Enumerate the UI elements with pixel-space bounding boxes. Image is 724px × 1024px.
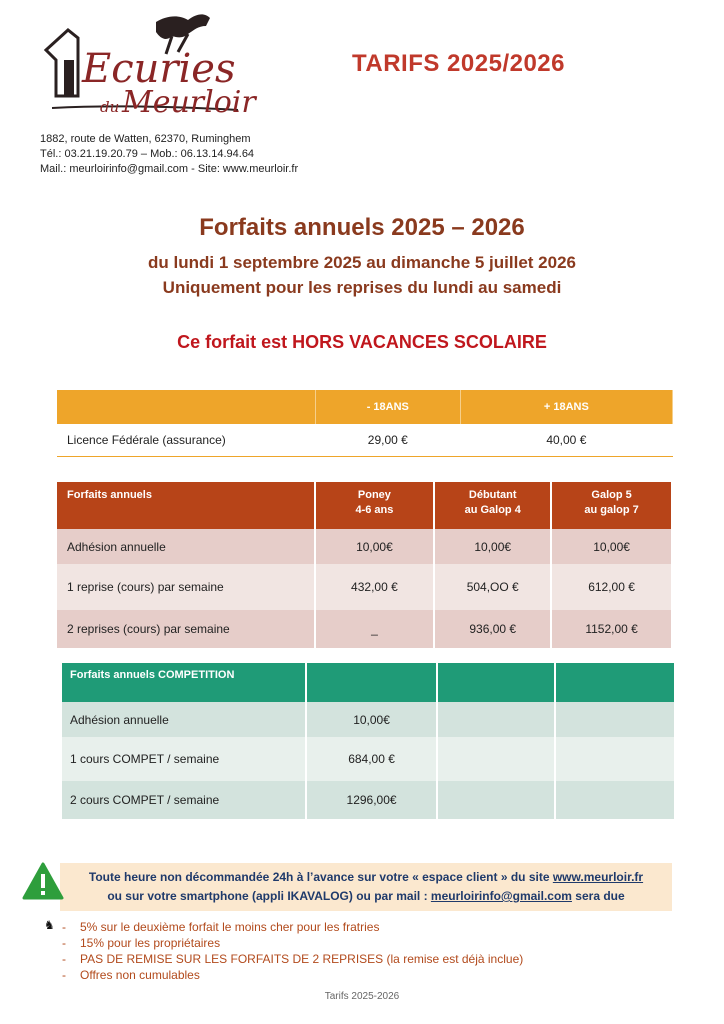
header-empty [555, 663, 675, 702]
scope-heading: Uniquement pour les reprises du lundi au samedi [162, 278, 562, 297]
row-label: 2 cours COMPET / semaine [62, 781, 306, 819]
price-poney: 432,00 € [315, 564, 435, 610]
licence-minus-18-price: 29,00 € [315, 424, 460, 457]
list-item: - PAS DE REMISE SUR LES FORFAITS DE 2 REPRISES (la remise est déjà inclue) [62, 951, 523, 967]
header-minus-18: - 18ANS [315, 390, 460, 424]
header-galop-line2: au galop 7 [584, 504, 639, 516]
licence-table [57, 390, 673, 457]
empty-cell [437, 737, 555, 781]
empty-cell [555, 702, 675, 737]
page-footer: Tarifs 2025-2026 [324, 991, 400, 1002]
header-competition: Forfaits annuels COMPETITION [62, 663, 306, 702]
row-label: 2 reprises (cours) par semaine [57, 610, 315, 648]
company-logo [38, 8, 278, 128]
warning-text-part2: ou sur votre smartphone (appli IKAVALOG) ou par mail : [107, 889, 431, 903]
header-debutant-line1: Débutant [468, 489, 517, 501]
warning-text-part3: sera due [571, 889, 625, 903]
annual-header-row [57, 482, 672, 529]
table-row [57, 529, 672, 564]
empty-cell [555, 737, 675, 781]
table-row [62, 702, 675, 737]
header-empty [306, 663, 438, 702]
table-row [62, 781, 675, 819]
annual-plans-table [57, 482, 673, 648]
price-debutant: 504,OO € [434, 564, 551, 610]
header-galop [551, 482, 672, 529]
row-price: 10,00€ [306, 702, 438, 737]
discount-list [62, 919, 523, 983]
table-row [57, 564, 672, 610]
empty-cell [437, 781, 555, 819]
row-label: Adhésion annuelle [57, 529, 315, 564]
price-galop: 612,00 € [551, 564, 672, 610]
dates-heading: du lundi 1 septembre 2025 au dimanche 5 juillet 2026 [148, 253, 576, 272]
row-label: Adhésion annuelle [62, 702, 306, 737]
price-galop: 10,00€ [551, 529, 672, 564]
row-label: 1 cours COMPET / semaine [62, 737, 306, 781]
header-empty [437, 663, 555, 702]
empty-cell [437, 702, 555, 737]
email-link[interactable]: meurloirinfo@gmail.com [430, 889, 572, 903]
licence-header-row [57, 390, 673, 424]
price-poney: 10,00€ [315, 529, 435, 564]
phone-line: Tél.: 03.21.19.20.79 – Mob.: 06.13.14.94.64 [40, 148, 255, 160]
price-debutant: 936,00 € [434, 610, 551, 648]
price-debutant: 10,00€ [434, 529, 551, 564]
licence-plus-18-price: 40,00 € [460, 424, 672, 457]
row-price: 684,00 € [306, 737, 438, 781]
empty-cell [555, 781, 675, 819]
tarifs-title: TARIFS 2025/2026 [352, 50, 565, 77]
list-item: - 15% pour les propriétaires [62, 935, 523, 951]
warning-triangle-icon [22, 862, 64, 900]
header-poney-line1: Poney [357, 489, 391, 501]
warning-text-part1: Toute heure non décommandée 24h à l’avance sur votre « espace client » du site [88, 870, 553, 884]
website-link[interactable]: www.meurloir.fr [552, 870, 644, 884]
contact-line: Mail.: meurloirinfo@gmail.com - Site: www.meurloir.fr [40, 163, 299, 175]
table-row [62, 737, 675, 781]
cancellation-warning [60, 868, 672, 906]
header-poney [315, 482, 435, 529]
list-item: - 5% sur le deuxième forfait le moins cher pour les fratries [62, 919, 523, 935]
price-poney: _ [315, 610, 435, 648]
licence-header-empty [57, 390, 315, 424]
logo-word-meurloir: Meurloir [122, 85, 256, 120]
row-label: 1 reprise (cours) par semaine [57, 564, 315, 610]
header-debutant-line2: au Galop 4 [464, 504, 521, 516]
competition-table [62, 663, 676, 819]
licence-label: Licence Fédérale (assurance) [57, 424, 315, 457]
header-galop-line1: Galop 5 [591, 489, 632, 501]
table-row [57, 610, 672, 648]
header-annual-plans: Forfaits annuels [57, 482, 315, 529]
header-plus-18: + 18ANS [460, 390, 672, 424]
logo-word-ecuries: Ecuries [82, 46, 236, 92]
holiday-notice: Ce forfait est HORS VACANCES SCOLAIRE [177, 332, 547, 352]
main-heading: Forfaits annuels 2025 – 2026 [199, 214, 525, 241]
knight-icon: ♞ [44, 918, 55, 932]
competition-header-row [62, 663, 675, 702]
list-item: - Offres non cumulables [62, 967, 523, 983]
row-price: 1296,00€ [306, 781, 438, 819]
price-galop: 1152,00 € [551, 610, 672, 648]
header-debutant [434, 482, 551, 529]
logo-word-du: du [100, 98, 120, 116]
address-block [40, 132, 298, 177]
header-poney-line2: 4-6 ans [355, 504, 394, 516]
address-line: 1882, route de Watten, 62370, Ruminghem [40, 133, 251, 145]
table-row [57, 424, 673, 457]
